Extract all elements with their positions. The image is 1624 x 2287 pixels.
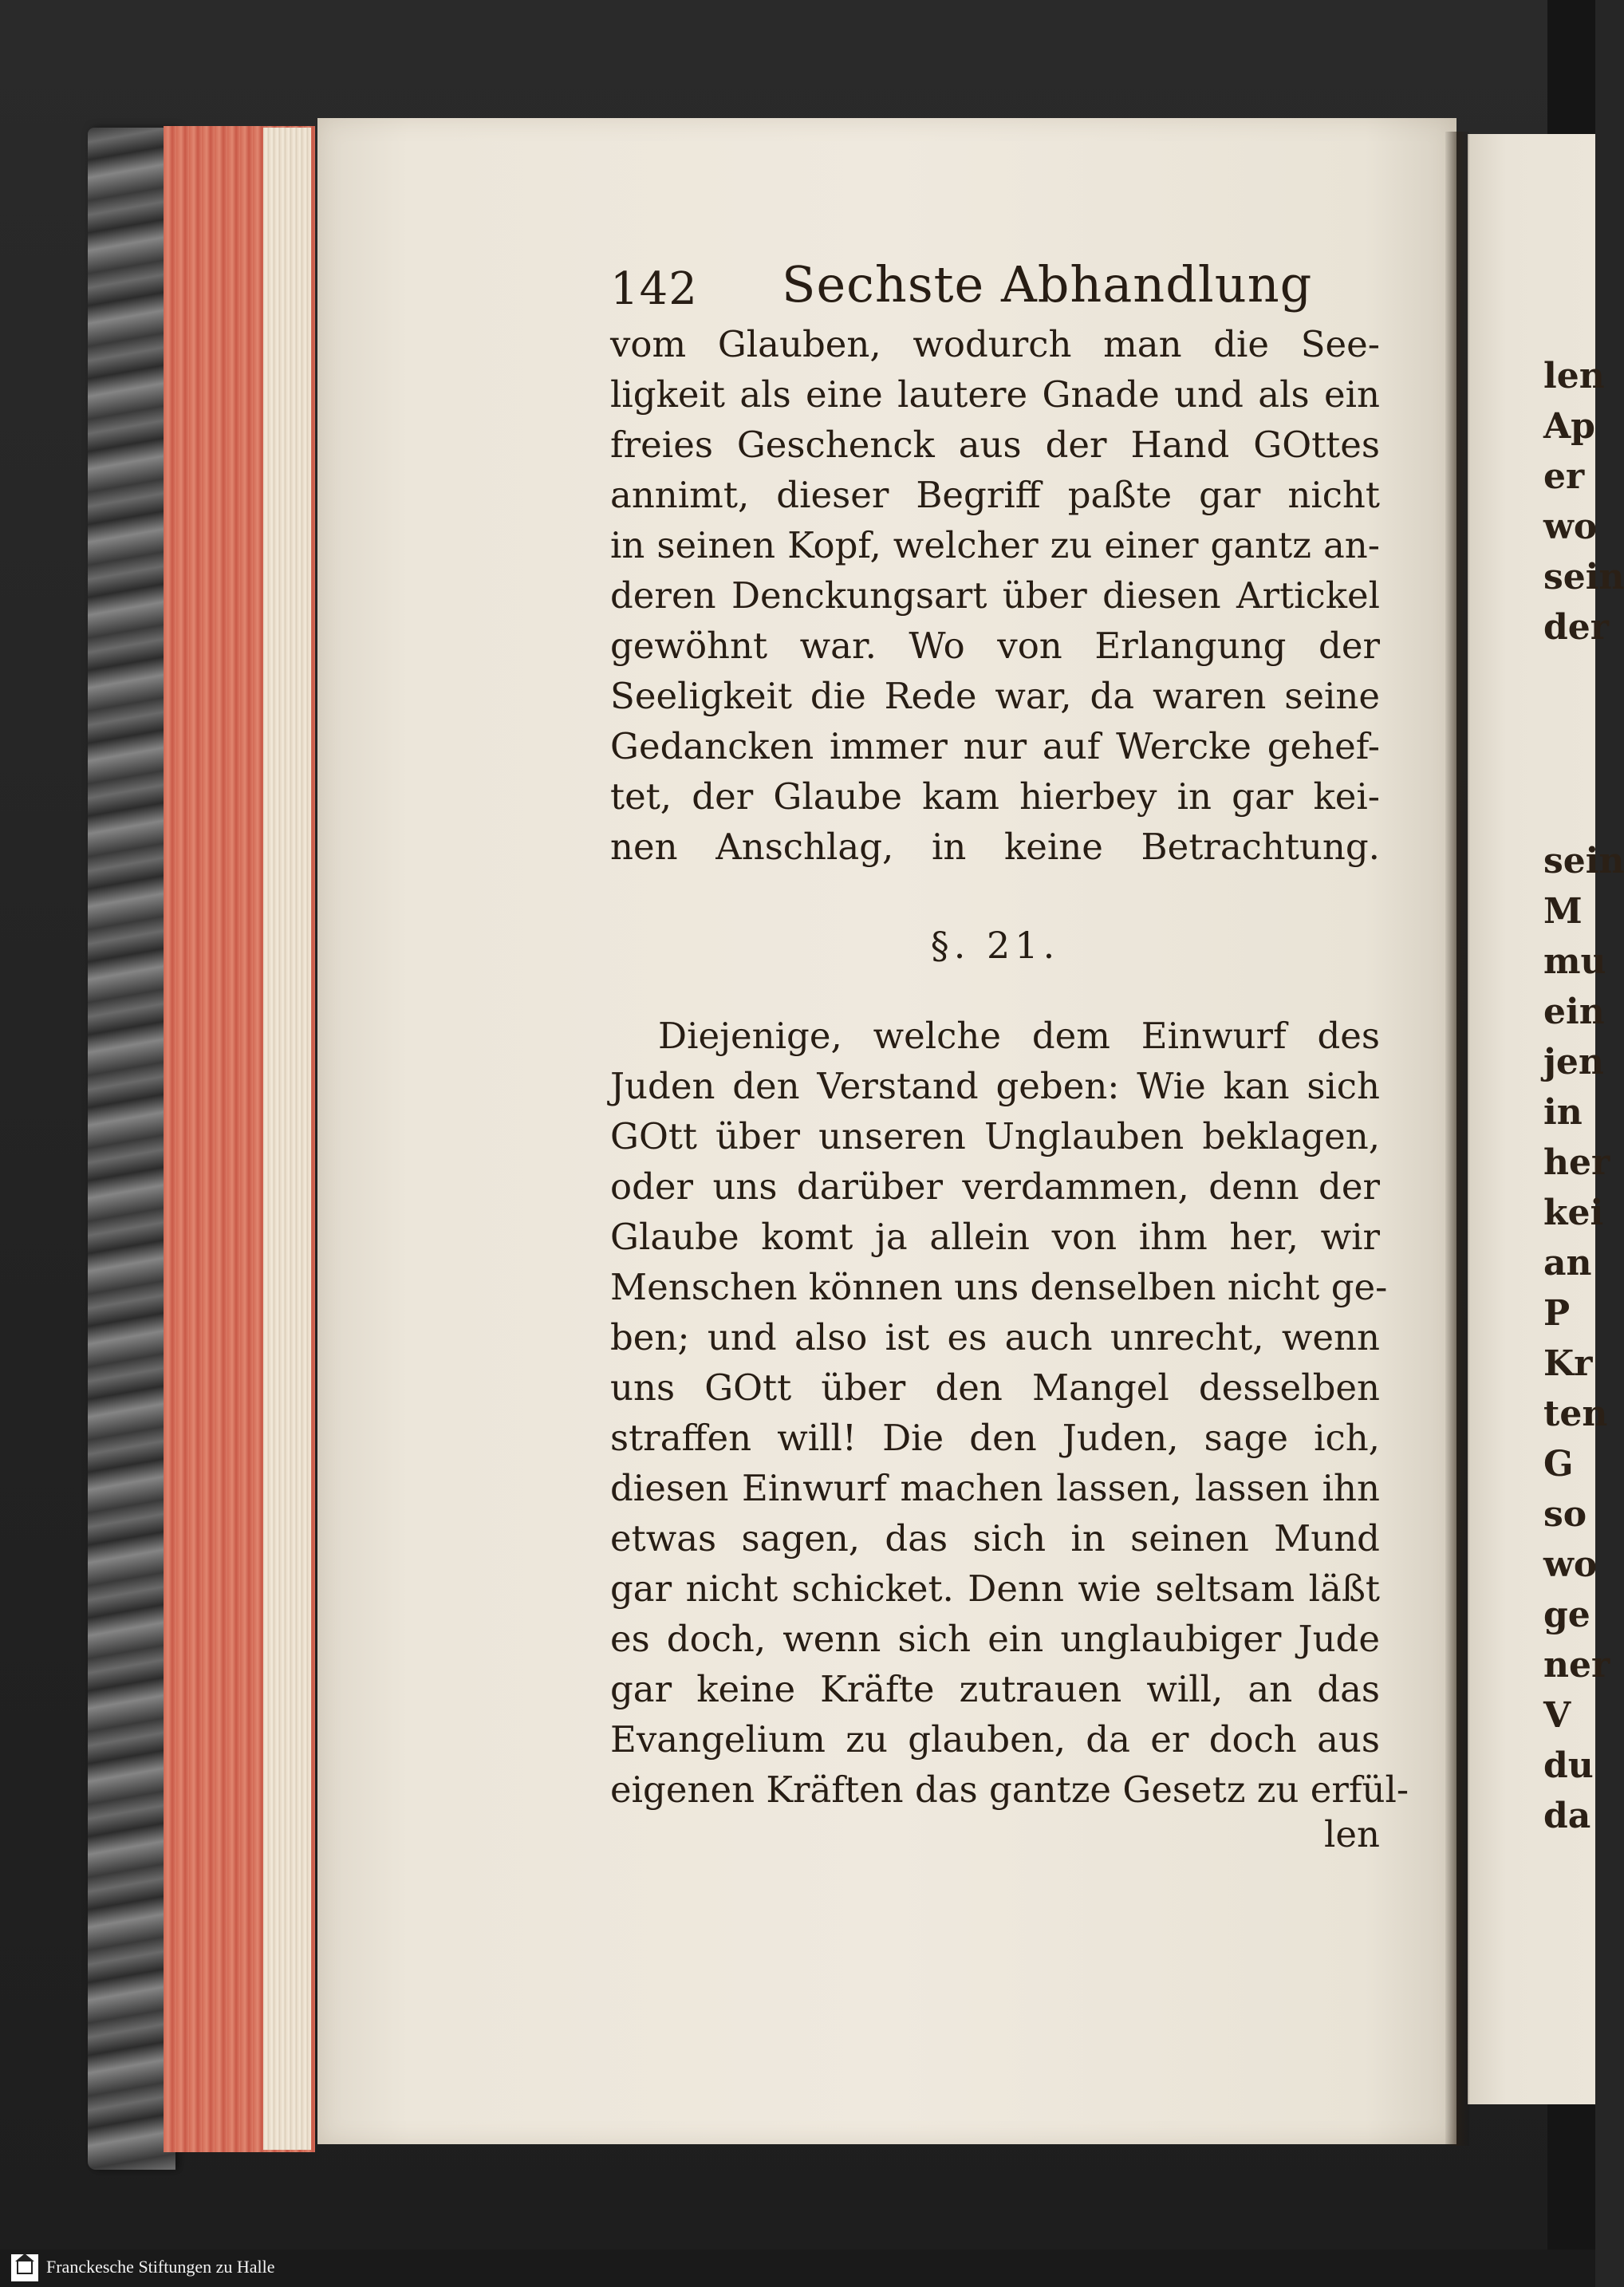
facing-line: sein <box>1543 841 1624 881</box>
text-line: gar keine Kräfte zutrauen will, an das <box>610 1668 1380 1710</box>
page-text <box>610 247 1409 1855</box>
text-line: Glaube komt ja allein von ihm her, wir <box>610 1216 1380 1258</box>
facing-line: Kr <box>1543 1343 1593 1384</box>
gutter-shadow <box>1445 132 1469 2146</box>
facing-line: er <box>1543 456 1585 497</box>
facing-line: M <box>1543 891 1583 932</box>
footer-credit: Franckesche Stiftungen zu Halle <box>46 2257 275 2277</box>
facing-line: Ap <box>1543 406 1595 447</box>
text-line: gewöhnt war. Wo von Erlangung der <box>610 625 1380 667</box>
facing-line: ein <box>1543 992 1605 1032</box>
text-line: Diejenige, welche dem Einwurf des <box>658 1015 1380 1057</box>
text-line: ben; und also ist es auch unrecht, wenn <box>610 1316 1380 1358</box>
facing-text-bottom <box>1543 836 1624 1841</box>
text-line: Juden den Verstand geben: Wie kan sich <box>610 1065 1380 1107</box>
facing-line: sein <box>1543 557 1624 597</box>
institution-logo-icon <box>11 2254 38 2281</box>
text-line: vom Glauben, wodurch man die See- <box>610 323 1380 365</box>
facing-line: in <box>1543 1092 1583 1133</box>
facing-line: so <box>1543 1494 1587 1535</box>
text-line: eigenen Kräften das gantze Gesetz zu erfül- <box>610 1768 1409 1811</box>
text-line: Evangelium zu glauben, da er doch aus <box>610 1718 1380 1761</box>
facing-page-text <box>1543 351 1624 1841</box>
page-number: 142 <box>610 263 698 315</box>
facing-line: der <box>1543 607 1609 648</box>
catchword: len <box>1323 1813 1380 1855</box>
facing-line: wo <box>1543 507 1598 547</box>
text-line: GOtt über unseren Unglauben beklagen, <box>610 1115 1380 1157</box>
facing-line: ge <box>1543 1595 1590 1635</box>
facing-line: da <box>1543 1796 1591 1836</box>
facing-line: wo <box>1543 1544 1598 1585</box>
text-line: Seeligkeit die Rede war, da waren seine <box>610 675 1380 717</box>
marbled-cover <box>88 128 175 2170</box>
facing-text-top <box>1543 351 1624 653</box>
running-head <box>610 247 1380 319</box>
text-line: oder uns darüber verdammen, denn der <box>610 1165 1380 1208</box>
paragraph-2 <box>610 1011 1409 1815</box>
paragraph-1 <box>610 319 1380 872</box>
facing-line: len <box>1543 356 1605 396</box>
text-line: nen Anschlag, in keine Betrachtung. <box>610 826 1380 868</box>
section-heading: §. 21. <box>930 924 1060 967</box>
facing-line: ten <box>1543 1394 1608 1434</box>
text-line: es doch, wenn sich ein unglaubiger Jude <box>610 1618 1380 1660</box>
text-line: straffen will! Die den Juden, sage ich, <box>610 1417 1380 1459</box>
facing-line: her <box>1543 1142 1610 1183</box>
text-line: freies Geschenck aus der Hand GOttes <box>610 424 1380 466</box>
text-line: etwas sagen, das sich in seinen Mund <box>610 1517 1380 1559</box>
facing-line: ner <box>1543 1645 1610 1686</box>
text-line: diesen Einwurf machen lassen, lassen ihn <box>610 1467 1380 1509</box>
facing-line: kei <box>1543 1193 1604 1233</box>
text-line: Menschen können uns denselben nicht ge- <box>610 1266 1388 1308</box>
page-block-edges <box>263 128 311 2150</box>
facing-line: jen <box>1543 1042 1604 1082</box>
text-line: Gedancken immer nur auf Wercke gehef- <box>610 725 1380 767</box>
facing-line: an <box>1543 1243 1592 1283</box>
text-line: in seinen Kopf, welcher zu einer gantz an- <box>610 524 1380 566</box>
text-line: uns GOtt über den Mangel desselben <box>610 1366 1380 1409</box>
facing-line: mu <box>1543 941 1606 982</box>
text-line: tet, der Glaube kam hierbey in gar kei- <box>610 775 1380 818</box>
text-line: gar nicht schicket. Denn wie seltsam läßt <box>610 1567 1380 1610</box>
text-line: deren Denckungsart über diesen Artickel <box>610 574 1380 617</box>
text-line: ligkeit als eine lautere Gnade und als ein <box>610 373 1380 416</box>
facing-line: G <box>1543 1444 1574 1485</box>
facing-line: du <box>1543 1745 1594 1786</box>
facing-line: V <box>1543 1695 1571 1736</box>
text-line: annimt, dieser Begriff paßte gar nicht <box>610 474 1380 516</box>
facing-line: P <box>1543 1293 1571 1334</box>
running-title: Sechste Abhandlung <box>782 255 1313 313</box>
